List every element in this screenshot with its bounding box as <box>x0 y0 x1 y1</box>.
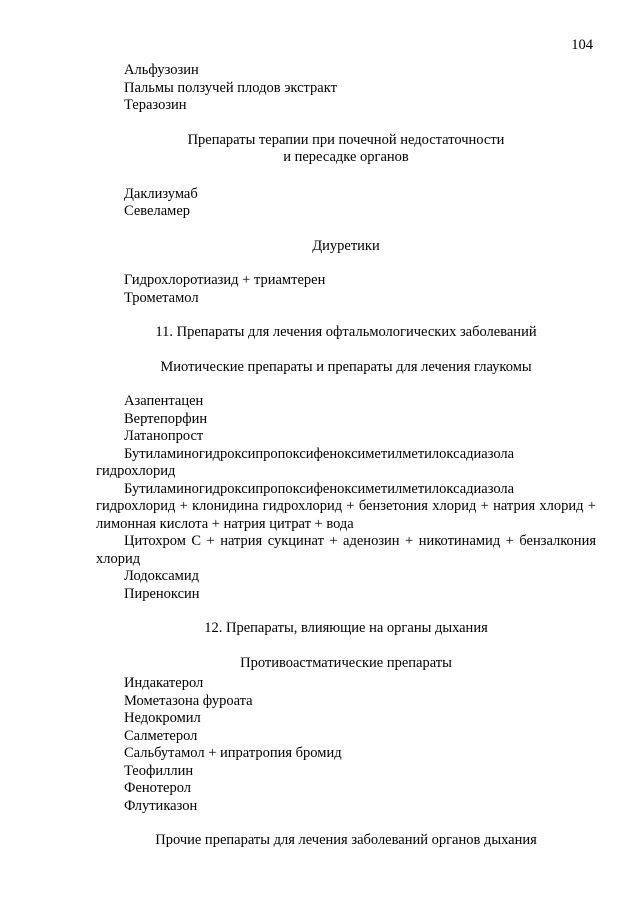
section-heading-12: 12. Препараты, влияющие на органы дыхания <box>204 620 488 636</box>
drug-list-renal <box>96 186 596 221</box>
drug-list-antiasthmatic <box>96 675 596 815</box>
list-item: Пальмы ползучей плодов экстракт <box>124 79 337 96</box>
heading-line: Препараты терапии при почечной недостаточности <box>187 131 505 148</box>
list-item: Латанопрост <box>124 428 204 444</box>
subheading-antiasthmatic: Противоастматические препараты <box>240 654 452 671</box>
list-item: Теофиллин <box>124 762 194 779</box>
document-page <box>96 62 596 850</box>
list-item: Сальбутамол + ипратропия бромид <box>124 745 342 761</box>
list-item: Мометазона фуроата <box>124 692 253 709</box>
list-item: Гидрохлоротиазид + триамтерен <box>124 272 326 288</box>
subheading-glaucoma: Миотические препараты и препараты для лечения глаукомы <box>160 358 532 375</box>
drug-list-alpha-blockers <box>96 62 596 115</box>
list-item: Лодоксамид <box>124 568 199 584</box>
list-item: Индакатерол <box>124 675 204 691</box>
list-item: Теразозин <box>124 97 187 113</box>
list-item: Вертепорфин <box>124 410 208 427</box>
subheading-respiratory-other: Прочие препараты для лечения заболеваний органов дыхания <box>155 832 537 848</box>
subheading-renal <box>96 132 596 167</box>
subheading-diuretics: Диуретики <box>312 237 380 254</box>
list-item-paragraph: Бутиламиногидроксипропоксифеноксиметилметилоксадиазола гидрохлорид + клонидина гидрохлорид + бензетония хлорид + натрия хлорид + лимонная кислота + натрия цитрат + вода <box>96 480 596 532</box>
list-item-paragraph: Цитохром С + натрия сукцинат + аденозин + никотинамид + бензалкония хлорид <box>96 533 596 567</box>
list-item-paragraph: Бутиламиногидроксипропоксифеноксиметилметилоксадиазола гидрохлорид <box>96 445 515 479</box>
list-item: Салметерол <box>124 727 198 744</box>
page-number: 104 <box>571 37 593 53</box>
heading-line: и пересадке органов <box>283 149 409 165</box>
list-item: Флутиказон <box>124 797 198 814</box>
list-item: Фенотерол <box>124 780 192 796</box>
list-item: Азапентацен <box>124 393 204 409</box>
list-item: Недокромил <box>124 710 201 726</box>
drug-list-diuretics <box>96 272 596 307</box>
list-item: Пиреноксин <box>124 585 200 602</box>
list-item: Даклизумаб <box>124 185 198 202</box>
list-item: Трометамол <box>124 289 199 306</box>
drug-list-glaucoma <box>96 393 596 603</box>
list-item: Альфузозин <box>124 62 199 78</box>
section-heading-11: 11. Препараты для лечения офтальмологических заболеваний <box>155 324 537 340</box>
list-item: Севеламер <box>124 203 191 219</box>
